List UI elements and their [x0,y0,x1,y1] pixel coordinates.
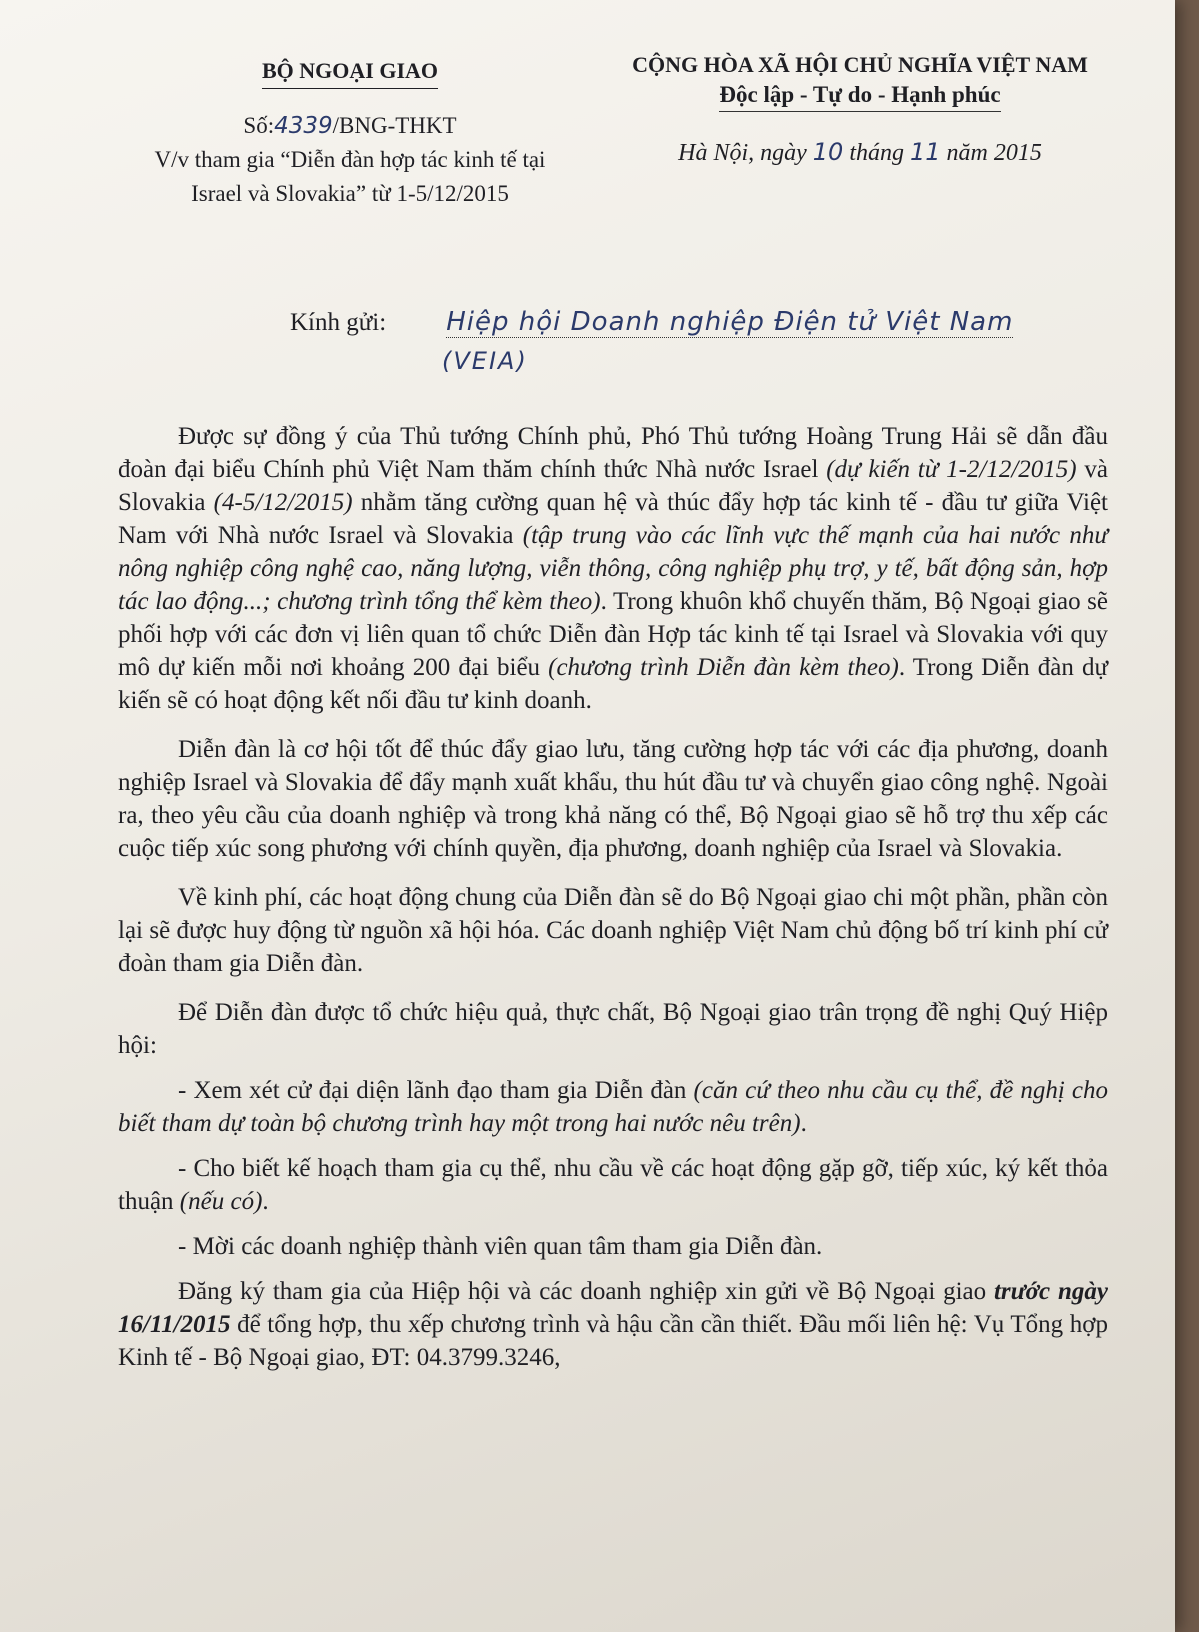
date-day-handwritten: 10 [812,138,844,166]
paragraph-2: Diễn đàn là cơ hội tốt để thúc đẩy giao lưu, tăng cường hợp tác với các địa phương, doanh nghiệp Israel và Slovakia để đẩy mạnh xuất khẩu, thu hút đầu tư và chuyển giao công nghệ. Ngoài ra, theo yêu cầu của doanh nghiệp và trong khả năng có thể, Bộ Ngoại giao sẽ hỗ trợ thu xếp các cuộc tiếp xúc song phương với chính quyền, địa phương, doanh nghiệp của Israel và Slovakia. [118,736,1108,862]
subject-line-1: V/v tham gia “Diễn đàn hợp tác kinh tế tại [154,147,546,173]
recipient-abbr-handwritten: (VEIA) [442,347,528,375]
bullet-3: - Mời các doanh nghiệp thành viên quan tâm tham gia Diễn đàn. [178,1233,823,1260]
p1-italic-f: (tập trung vào các lĩnh vực thế mạnh của hai nước như nông nghiệp công nghệ cao, năng lượng, viễn thông, công nghiệp phụ trợ, y tế, bất động sản, hợp tác lao động...; chương trình tổng thể kèm theo) [118,522,1108,615]
date-prefix: Hà Nội, ngày [678,140,807,166]
nation-name: CỘNG HÒA XÃ HỘI CHỦ NGHĨA VIỆT NAM [632,52,1088,77]
p1-text-e: nhằm tăng cường quan hệ và thúc đẩy hợp tác kinh tế - đầu tư giữa Việt Nam với Nhà nước Israel và Slovakia [118,489,1108,549]
bullet-2-end: . [262,1188,269,1215]
p1-italic-b: (dự kiến từ 1-2/12/2015) [826,456,1077,483]
issuer-block [150,55,550,210]
bullet-1-end: . [800,1110,807,1137]
bullet-1-text: - Xem xét cử đại diện lãnh đạo tham gia Diễn đàn [178,1077,694,1104]
subject-line-2: Israel và Slovakia” từ 1-5/12/2015 [191,180,509,206]
paragraph-5 [118,1275,1108,1374]
issue-date [590,138,1130,167]
document-number [150,109,550,143]
p5-text-a: Đăng ký tham gia của Hiệp hội và các doanh nghiệp xin gửi về Bộ Ngoại giao [178,1278,994,1305]
recipient-label: Kính gửi: [290,309,387,336]
bullet-2-italic: (nếu có) [179,1188,263,1215]
national-heading [590,52,1130,167]
p5-deadline: trước ngày 16/11/2015 [118,1278,1108,1338]
document-number-suffix: /BNG-THKT [332,112,457,138]
recipient-block [290,307,1110,375]
date-month-label: tháng [849,140,904,166]
national-motto: Độc lập - Tự do - Hạnh phúc [719,82,1000,112]
recipient-name-handwritten: Hiệp hội Doanh nghiệp Điện tử Việt Nam [446,307,1014,337]
p5-text-c: để tổng hợp, thu xếp chương trình và hậu cần cần thiết. Đầu mối liên hệ: Vụ Tổng hợp Kinh tế - Bộ Ngoại giao, ĐT: 04.3799.3246, [118,1311,1108,1371]
bullet-1-italic: (căn cứ theo nhu cầu cụ thể, đề nghị cho biết tham dự toàn bộ chương trình hay một trong hai nước nêu trên) [118,1077,1108,1137]
paragraph-3: Về kinh phí, các hoạt động chung của Diễn đàn sẽ do Bộ Ngoại giao chi một phần, phần còn lại sẽ được huy động từ nguồn xã hội hóa. Các doanh nghiệp Việt Nam chủ động bố trí kinh phí cử đoàn tham gia Diễn đàn. [118,884,1108,977]
issuer-name: BỘ NGOẠI GIAO [261,58,439,83]
p1-text-a: Được sự đồng ý của Thủ tướng Chính phủ, Phó Thủ tướng Hoàng Trung Hải sẽ dẫn đầu đoàn đại biểu Chính phủ Việt Nam thăm chính thức Nhà nước Israel [118,423,1108,483]
letter-body [118,420,1108,1390]
document-number-prefix: Số: [243,112,275,138]
p1-text-g: . Trong khuôn khổ chuyến thăm, Bộ Ngoại giao sẽ phối hợp với các đơn vị liên quan tổ chức Diễn đàn Hợp tác kinh tế tại Israel và Slovakia với quy mô dự kiến mỗi nơi khoảng 200 đại biểu [118,588,1108,681]
p1-text-i: . Trong Diễn đàn dự kiến sẽ có hoạt động kết nối đầu tư kinh doanh. [118,654,1108,714]
paragraph-1 [118,420,1108,717]
p1-italic-d: (4-5/12/2015) [213,489,353,516]
p1-text-c: và Slovakia [118,456,1108,516]
bullet-2-text: - Cho biết kế hoạch tham gia cụ thể, nhu cầu về các hoạt động gặp gỡ, tiếp xúc, ký kết thỏa thuận [118,1155,1108,1215]
paragraph-4: Để Diễn đàn được tổ chức hiệu quả, thực chất, Bộ Ngoại giao trân trọng đề nghị Quý Hiệp hội: [118,999,1108,1059]
date-month-handwritten: 11 [910,138,941,166]
document-number-handwritten: 4339 [274,112,333,139]
bullet-1 [118,1074,1108,1140]
date-year: năm 2015 [946,140,1042,166]
p1-italic-h: (chương trình Diễn đàn kèm theo) [548,654,899,681]
bullet-2 [118,1152,1108,1218]
